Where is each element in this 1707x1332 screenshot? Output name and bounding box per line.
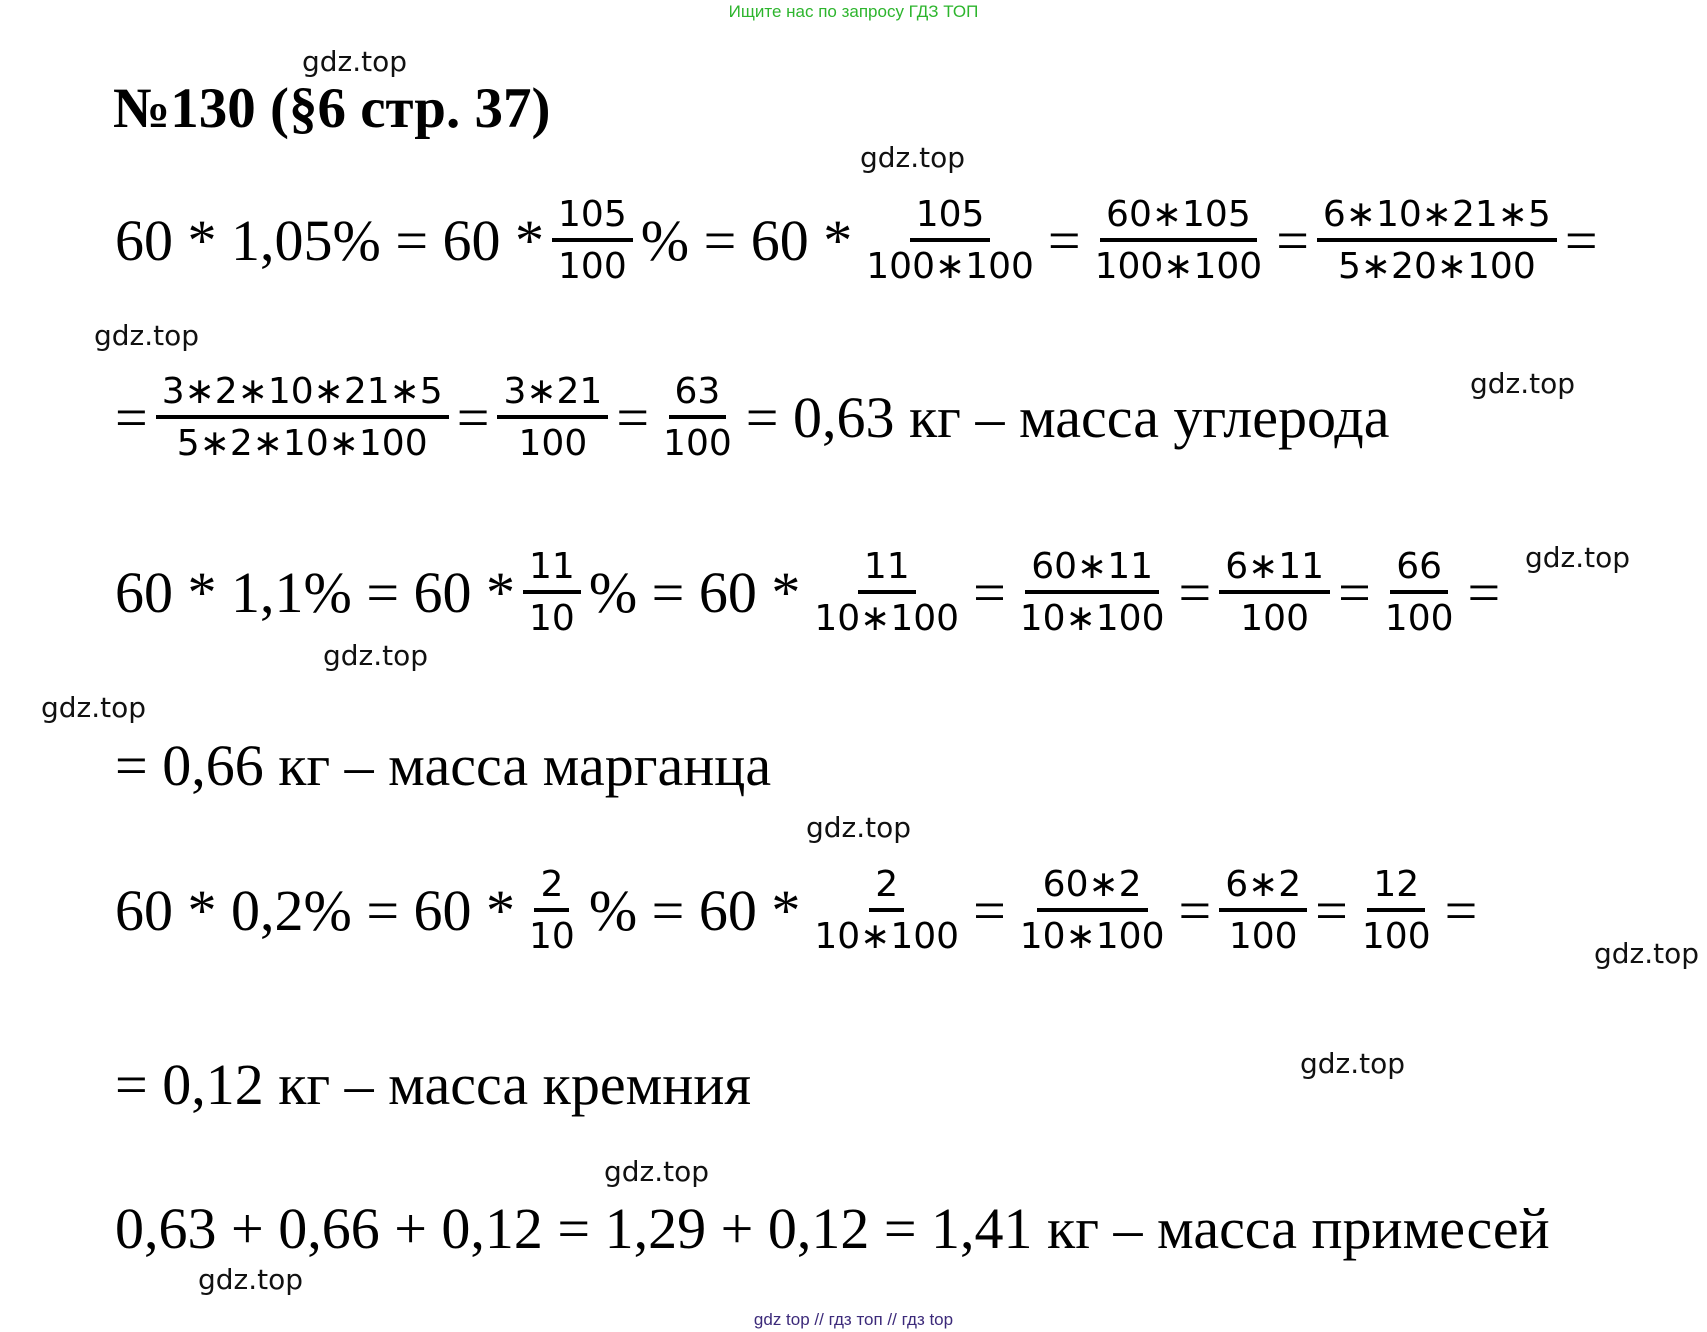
math-text: =	[1564, 207, 1598, 273]
fraction-numerator: 60∗105	[1100, 196, 1257, 242]
fraction-denominator: 100	[1361, 915, 1431, 957]
math-text: =	[1338, 559, 1371, 625]
fraction	[1356, 866, 1437, 956]
fraction	[860, 196, 1040, 286]
fraction	[657, 373, 738, 463]
math-text: = 0,12 кг – масса кремния	[115, 1052, 752, 1117]
fraction-denominator: 100∗100	[866, 245, 1034, 287]
math-text: 60 * 1,05% = 60 *	[115, 207, 545, 273]
watermark: gdz.top	[604, 1155, 710, 1188]
fraction-denominator: 5∗2∗10∗100	[176, 422, 428, 464]
fraction	[523, 866, 581, 956]
fraction-denominator: 100	[1228, 915, 1298, 957]
watermark: gdz.top	[806, 811, 912, 844]
fraction-numerator: 6∗11	[1219, 548, 1330, 594]
watermark: gdz.top	[1470, 367, 1576, 400]
equation-line-6	[113, 1052, 753, 1118]
math-text: = 0,63 кг – масса углерода	[745, 384, 1390, 450]
math-text: % = 60 *	[588, 877, 801, 943]
math-text: =	[1047, 207, 1081, 273]
fraction	[1219, 548, 1330, 638]
fraction-numerator: 105	[910, 196, 991, 242]
math-text: 60 * 1,1% = 60 *	[115, 559, 516, 625]
fraction-numerator: 60∗2	[1037, 866, 1148, 912]
fraction-numerator: 3∗21	[497, 373, 608, 419]
equation-line-7	[113, 1196, 1552, 1262]
fraction-numerator: 11	[523, 548, 581, 594]
fraction-numerator: 60∗11	[1025, 548, 1159, 594]
fraction-denominator: 10∗100	[1019, 915, 1165, 957]
fraction	[808, 548, 965, 638]
fraction-numerator: 6∗10∗21∗5	[1317, 196, 1557, 242]
fraction-numerator: 66	[1390, 548, 1448, 594]
fraction-denominator: 100	[1240, 597, 1309, 639]
watermark: gdz.top	[198, 1263, 304, 1296]
fraction	[523, 548, 581, 638]
fraction-numerator: 3∗2∗10∗21∗5	[156, 373, 449, 419]
fraction-denominator: 100∗100	[1094, 245, 1263, 287]
watermark: gdz.top	[94, 319, 200, 352]
fraction-denominator: 5∗20∗100	[1337, 245, 1536, 287]
fraction-numerator: 6∗2	[1219, 866, 1307, 912]
math-text: =	[1178, 877, 1212, 943]
fraction-numerator: 2	[869, 866, 904, 912]
equation-line-2	[113, 373, 1392, 463]
fraction	[1014, 866, 1171, 956]
math-text: =	[1444, 877, 1478, 943]
watermark: gdz.top	[323, 639, 429, 672]
fraction-denominator: 10∗100	[1019, 597, 1165, 639]
equation-line-1	[113, 196, 1600, 286]
math-text: =	[1178, 559, 1212, 625]
math-text: =	[1467, 559, 1501, 625]
watermark: gdz.top	[860, 141, 966, 174]
fraction	[808, 866, 965, 956]
footer-watermark: gdz top // гдз топ // гдз top	[753, 1310, 954, 1329]
fraction	[1014, 548, 1171, 638]
fraction-numerator: 105	[552, 196, 633, 242]
fraction	[552, 196, 633, 286]
fraction-denominator: 10∗100	[814, 915, 960, 957]
math-text: 0,63 + 0,66 + 0,12 = 1,29 + 0,12 = 1,41 кг – масса примесей	[115, 1196, 1550, 1261]
fraction	[497, 373, 608, 463]
fraction	[1317, 196, 1557, 286]
math-text: =	[1276, 207, 1309, 273]
watermark: gdz.top	[41, 691, 147, 724]
fraction-numerator: 63	[669, 373, 727, 419]
math-text: =	[973, 877, 1006, 943]
fraction-denominator: 10	[529, 597, 575, 639]
equation-line-5	[113, 866, 1479, 956]
watermark: gdz.top	[1594, 937, 1700, 970]
fraction-numerator: 2	[534, 866, 569, 912]
equation-line-3	[113, 548, 1502, 638]
fraction-numerator: 12	[1367, 866, 1425, 912]
math-text: % = 60 *	[588, 559, 801, 625]
fraction-denominator: 100	[518, 422, 588, 464]
watermark: gdz.top	[1300, 1047, 1406, 1080]
math-text: =	[973, 559, 1006, 625]
fraction	[1089, 196, 1269, 286]
math-text: =	[1315, 877, 1348, 943]
fraction-numerator: 11	[858, 548, 916, 594]
fraction-denominator: 100	[1384, 597, 1454, 639]
math-text: = 0,66 кг – масса марганца	[115, 733, 772, 798]
math-text: =	[115, 384, 148, 450]
math-text: =	[456, 384, 490, 450]
fraction-denominator: 10	[529, 915, 575, 957]
math-text: % = 60 *	[640, 207, 853, 273]
equation-line-4	[113, 733, 773, 799]
watermark: gdz.top	[1525, 541, 1631, 574]
fraction-denominator: 100	[663, 422, 732, 464]
fraction-denominator: 10∗100	[814, 597, 960, 639]
search-banner: Ищите нас по запросу ГДЗ ТОП	[728, 2, 979, 21]
math-text: =	[616, 384, 650, 450]
watermark: gdz.top	[302, 45, 408, 78]
fraction	[1379, 548, 1460, 638]
fraction	[156, 373, 449, 463]
fraction	[1219, 866, 1307, 956]
problem-title: №130 (§6 стр. 37)	[113, 77, 551, 140]
fraction-denominator: 100	[558, 245, 627, 287]
math-text: 60 * 0,2% = 60 *	[115, 877, 516, 943]
